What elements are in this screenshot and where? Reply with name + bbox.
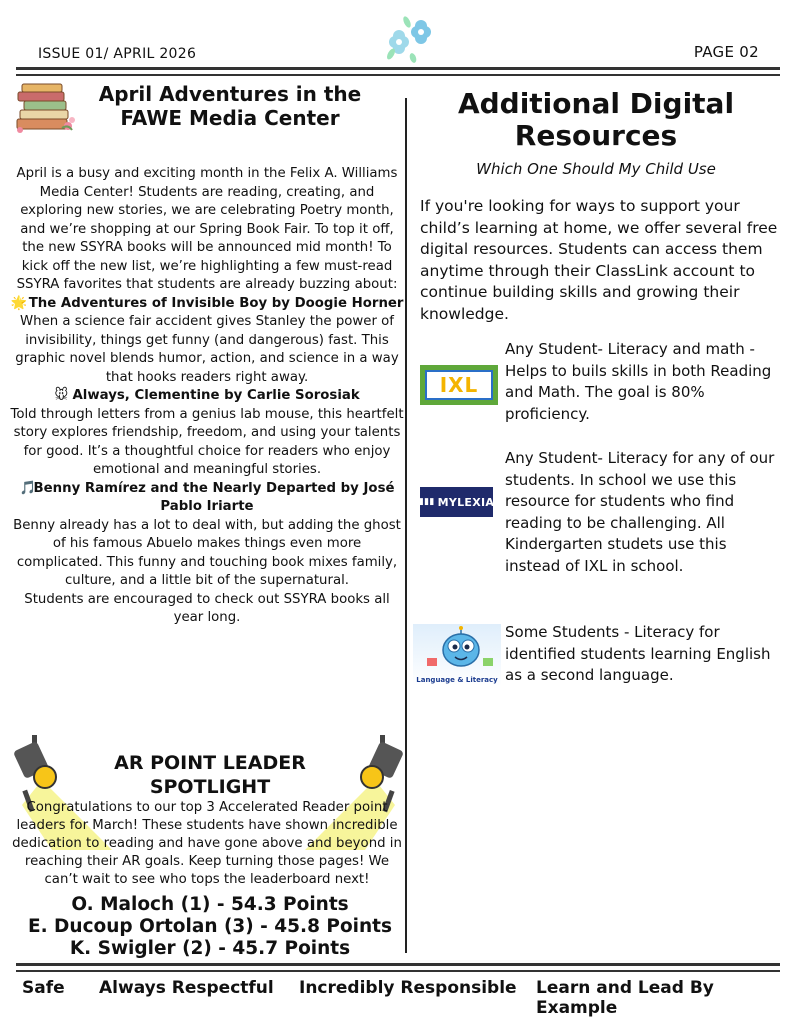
ixl-logo <box>420 365 498 405</box>
page-number: PAGE 02 <box>693 43 759 61</box>
book-heading <box>8 480 406 517</box>
flowers-icon <box>377 14 437 66</box>
footer-value-safe: Safe <box>22 978 65 998</box>
mouse-icon: 🐭 <box>54 388 69 403</box>
digital-title-line2: Resources <box>514 119 678 152</box>
music-note-icon: 🎵 <box>19 480 37 496</box>
ell-description: Some Students - Literacy for identified students learning English as a second language. <box>505 623 771 684</box>
footer-value-respectful: Always Respectful <box>99 978 274 998</box>
digital-resources-subtitle: Which One Should My Child Use <box>476 160 716 178</box>
robot-mascot-icon <box>413 624 501 674</box>
language-literacy-logo <box>413 624 501 686</box>
ixl-logo-text: IXL <box>425 370 493 400</box>
footer-rule <box>16 963 780 966</box>
ar-spotlight-body: Congratulations to our top 3 Accelerated Reader point leaders for March! These students have shown incredible dedication to reading and have gone above and beyond in reaching their AR goals. Keep turning those pages! We can’t wait to see who tops the leaderboard next! <box>12 800 402 887</box>
ar-title-line1: AR POINT LEADER <box>114 752 306 774</box>
mylexia-logo <box>420 487 493 517</box>
lexia-description: Any Student- Literacy for any of our students. In school we use this resource for students who find reading to be challenging. All Kindergarten studets use this instead of IXL in school. <box>505 449 775 575</box>
media-center-title <box>84 82 376 130</box>
digital-title-line1: Additional Digital <box>457 87 735 120</box>
header-rule-thin <box>16 74 780 76</box>
header-rule <box>16 67 780 70</box>
digital-resources-title <box>420 88 772 152</box>
article-intro: April is a busy and exciting month in the Felix A. Williams Media Center! Students are reading, creating, and exploring new stories, we are celebrating Poetry month, and we’re shopping at our Spring Book Fair. To top it off, the new SSYRA books will be announced mid month! To kick off the new list, we’re highlighting a few must-read SSYRA favorites that students are already buzzing about: <box>16 166 398 292</box>
book-description: When a science fair accident gives Stanley the power of invisibility, things get funny (and dangerous) fast. This graphic novel blends humor, action, and science in a way that hooks readers right away. <box>15 314 399 385</box>
leader-item: O. Maloch (1) - 54.3 Points <box>71 894 349 915</box>
footer-value-responsible: Incredibly Responsible <box>299 978 517 998</box>
book-heading <box>8 295 406 314</box>
bar-chart-icon: ▮▮▮ <box>418 497 435 507</box>
star-icon: 🌟 <box>10 295 28 311</box>
media-center-article <box>8 165 406 628</box>
book-title: The Adventures of Invisible Boy by Doogie Horner <box>28 295 404 311</box>
mylexia-logo-text: MYLEXIA <box>437 495 495 509</box>
book-description: Benny already has a lot to deal with, but adding the ghost of his famous Abuelo makes things even more complicated. This funny and touching book mixes family, culture, and a little bit of the supernatural. <box>13 517 401 588</box>
ar-title-line2: SPOTLIGHT <box>149 776 271 798</box>
book-stack-icon <box>14 78 76 136</box>
ar-spotlight-title <box>90 751 330 799</box>
book-description: Told through letters from a genius lab mouse, this heartfelt story explores friendship, freedom, and using your talents for good. It’s a thoughtful choice for readers who enjoy emotional and meaningful stories. <box>10 406 404 477</box>
book-title: Benny Ramírez and the Nearly Departed by José Pablo Iriarte <box>33 480 395 514</box>
footer-rule-thin <box>16 970 780 972</box>
footer-value-lead: Learn and Lead By Example <box>536 978 714 1018</box>
ixl-description: Any Student- Literacy and math - Helps to buils skills in both Reading and Math. The goal is 80% proficiency. <box>505 340 772 423</box>
digital-resources-intro: If you're looking for ways to support your child’s learning at home, we offer several free digital resources. Students can access them anytime through their ClassLink account to continue building skills and growing their knowledge. <box>420 197 778 323</box>
leader-item: K. Swigler (2) - 45.7 Points <box>69 938 351 959</box>
media-center-title-line2: FAWE Media Center <box>120 106 340 130</box>
leader-item: E. Ducoup Ortolan (3) - 45.8 Points <box>27 916 393 937</box>
language-literacy-caption: Language & Literacy <box>416 676 498 684</box>
ar-leaders-list <box>20 894 400 960</box>
book-title: Always, Clementine by Carlie Sorosiak <box>72 388 360 403</box>
issue-label: ISSUE 01/ APRIL 2026 <box>38 46 197 62</box>
media-center-title-line1: April Adventures in the <box>98 82 362 106</box>
article-closing: Students are encouraged to check out SSYRA books all year long. <box>24 591 390 625</box>
book-heading <box>8 387 406 406</box>
